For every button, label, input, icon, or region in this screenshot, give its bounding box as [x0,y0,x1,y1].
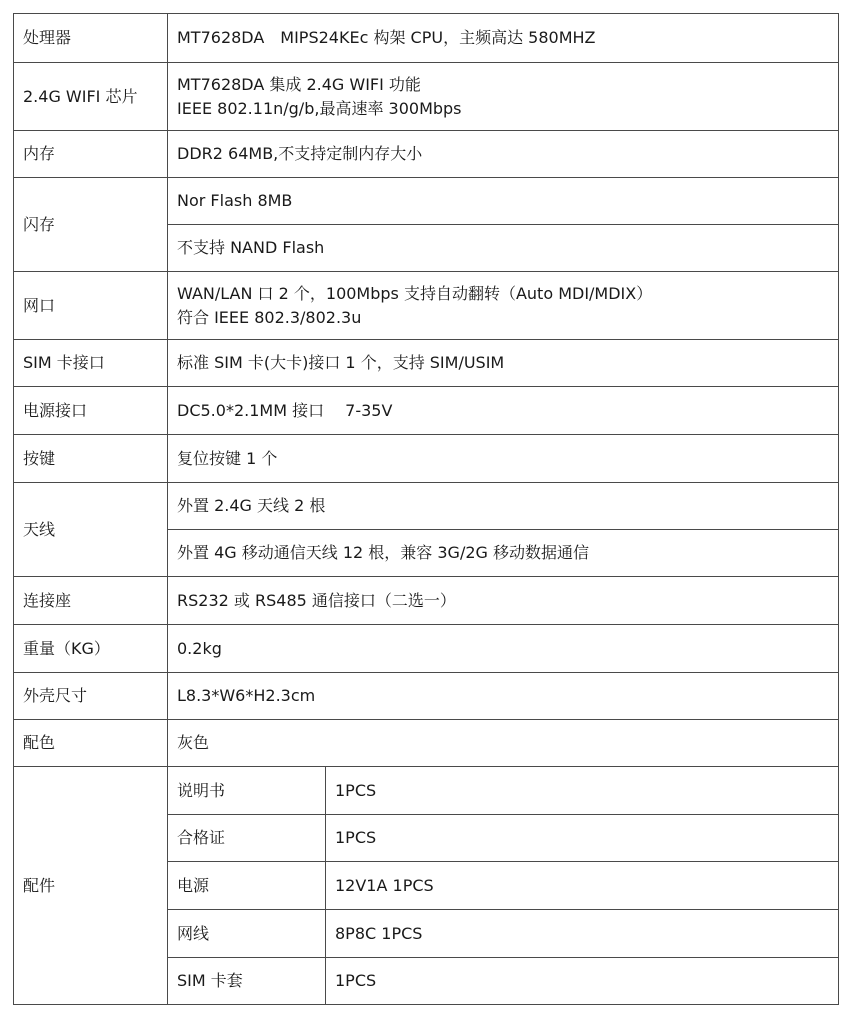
spec-value-line: MT7628DA 集成 2.4G WIFI 功能 [177,74,421,94]
spec-label: 配色 [14,720,168,767]
spec-row-flash [14,178,839,225]
spec-value: L8.3*W6*H2.3cm [168,673,839,720]
spec-value-line: 符合 IEEE 802.3/802.3u [177,307,362,327]
spec-value: Nor Flash 8MB [168,178,839,225]
spec-value: 复位按键 1 个 [168,435,839,483]
spec-sheet [13,13,838,1005]
spec-row-memory [14,131,839,178]
spec-label: 电源接口 [14,387,168,435]
spec-row-power [14,387,839,435]
spec-value: 0.2kg [168,625,839,673]
spec-value: 灰色 [168,720,839,767]
accessory-name: 说明书 [168,767,326,815]
spec-value: 不支持 NAND Flash [168,225,839,272]
spec-label: 按键 [14,435,168,483]
spec-value: RS232 或 RS485 通信接口（二选一） [168,577,839,625]
accessory-qty: 12V1A 1PCS [326,862,839,910]
spec-label: SIM 卡接口 [14,340,168,387]
accessory-name: 电源 [168,862,326,910]
spec-label: 天线 [14,483,168,577]
spec-row-network [14,272,839,340]
spec-value: DDR2 64MB,不支持定制内存大小 [168,131,839,178]
spec-row-weight [14,625,839,673]
spec-label: 外壳尺寸 [14,673,168,720]
accessory-name: 合格证 [168,815,326,862]
spec-row-size [14,673,839,720]
spec-value: 外置 2.4G 天线 2 根 [168,483,839,530]
spec-label: 网口 [14,272,168,340]
accessory-qty: 8P8C 1PCS [326,910,839,958]
spec-table [13,13,839,1005]
accessory-name: 网线 [168,910,326,958]
spec-row-button [14,435,839,483]
spec-value-line: IEEE 802.11n/g/b,最高速率 300Mbps [177,98,462,118]
accessory-qty: 1PCS [326,815,839,862]
spec-row-processor [14,14,839,63]
spec-value: MT7628DA MIPS24KEc 构架 CPU，主频高达 580MHZ [168,14,839,63]
spec-value-line: WAN/LAN 口 2 个，100Mbps 支持自动翻转（Auto MDI/MDIX） [177,283,653,303]
spec-label: 内存 [14,131,168,178]
spec-label: 重量（KG） [14,625,168,673]
spec-label: 配件 [14,767,168,1005]
accessory-row [14,767,839,815]
spec-value [168,272,839,340]
spec-label: 闪存 [14,178,168,272]
spec-value: 外置 4G 移动通信天线 12 根，兼容 3G/2G 移动数据通信 [168,530,839,577]
spec-value: 标准 SIM 卡(大卡)接口 1 个，支持 SIM/USIM [168,340,839,387]
spec-label: 处理器 [14,14,168,63]
accessory-qty: 1PCS [326,767,839,815]
spec-value [168,63,839,131]
spec-label: 2.4G WIFI 芯片 [14,63,168,131]
accessory-name: SIM 卡套 [168,958,326,1005]
spec-row-color [14,720,839,767]
spec-row-sim [14,340,839,387]
spec-row-connector [14,577,839,625]
spec-label: 连接座 [14,577,168,625]
spec-row-antenna [14,483,839,530]
spec-value: DC5.0*2.1MM 接口 7-35V [168,387,839,435]
spec-row-wifi [14,63,839,131]
accessory-qty: 1PCS [326,958,839,1005]
